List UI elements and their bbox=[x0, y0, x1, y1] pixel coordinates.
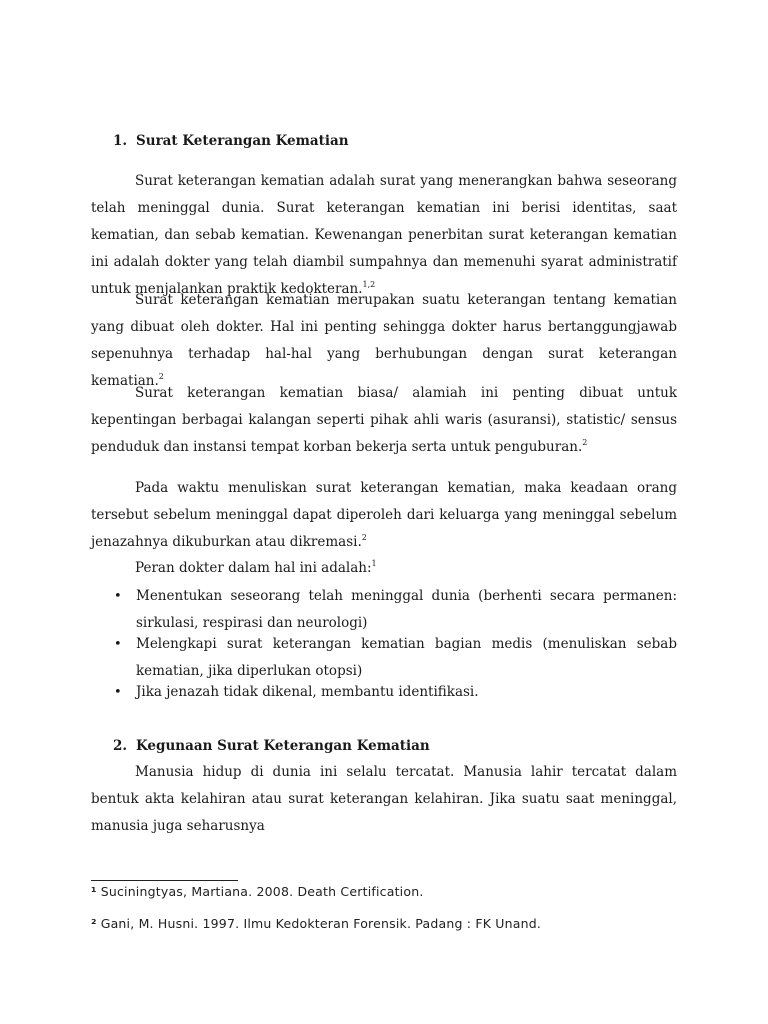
role-list bbox=[113, 583, 677, 700]
footnote-2 bbox=[91, 916, 541, 931]
citation-ref: 2 bbox=[361, 533, 367, 542]
footnote-1 bbox=[91, 884, 424, 899]
section-1-heading bbox=[113, 133, 349, 149]
section-2-paragraph-1: Manusia hidup di dunia ini selalu tercatat. Manusia lahir tercatat dalam bentuk akta kelahiran atau surat keterangan kelahiran. Jika suatu saat meninggal, manusia juga seharusnya bbox=[91, 764, 677, 834]
footnote-number: ¹ bbox=[91, 884, 97, 899]
section-1-paragraph-3: Surat keterangan kematian biasa/ alamiah ini penting dibuat untuk kepentingan berbagai kalangan seperti pihak ahli waris (asuransi), statistic/ sensus penduduk dan instansi tempat korban bekerja serta untuk penguburan.$^2$ bbox=[91, 385, 677, 455]
section-2-title: Kegunaan Surat Keterangan Kematian bbox=[136, 738, 430, 754]
footnote-separator bbox=[91, 880, 238, 881]
section-2-number: 2. bbox=[113, 738, 128, 754]
citation-ref: 2 bbox=[582, 438, 588, 447]
section-1-title: Surat Keterangan Kematian bbox=[136, 133, 349, 149]
citation-ref: 2 bbox=[158, 372, 164, 381]
role-intro: Peran dokter dalam hal ini adalah:$^1$ bbox=[135, 559, 377, 576]
section-2-heading bbox=[113, 738, 430, 754]
footnote-text: Gani, M. Husni. 1997. Ilmu Kedokteran Forensik. Padang : FK Unand. bbox=[100, 916, 542, 931]
footnote-number: ² bbox=[91, 916, 97, 931]
citation-ref: 1 bbox=[371, 559, 377, 568]
list-item: • Menentukan seseorang telah meninggal dunia (berhenti secara permanen: sirkulasi, respirasi dan neurologi) bbox=[113, 583, 677, 637]
section-1-number: 1. bbox=[113, 133, 128, 149]
section-1-paragraph-1: Surat keterangan kematian adalah surat yang menerangkan bahwa seseorang telah meninggal dunia. Surat keterangan kematian ini berisi identitas, saat kematian, dan sebab kematian. Kewenangan penerbitan surat keterangan kematian ini adalah dokter yang telah diambil sumpahnya dan memenuhi syarat administratif untuk menjalankan praktik kedokteran.$^{1,2}$ bbox=[91, 173, 677, 297]
section-1-paragraph-2: Surat keterangan kematian merupakan suatu keterangan tentang kematian yang dibuat oleh dokter. Hal ini penting sehingga dokter harus bertanggungjawab sepenuhnya terhadap hal-hal yang berhubungan dengan surat keterangan kematian.$^2$ bbox=[91, 292, 677, 389]
bullet-icon: • bbox=[114, 637, 122, 652]
list-item: • Melengkapi surat keterangan kematian bagian medis (menuliskan sebab kematian, jika diperlukan otopsi) bbox=[113, 631, 677, 685]
bullet-icon: • bbox=[114, 589, 122, 604]
citation-ref: 1,2 bbox=[362, 280, 376, 289]
section-1-paragraph-4: Pada waktu menuliskan surat keterangan kematian, maka keadaan orang tersebut sebelum meninggal dapat diperoleh dari keluarga yang meninggal sebelum jenazahnya dikuburkan atau dikremasi.$^2$ bbox=[91, 480, 677, 550]
footnote-text: Suciningtyas, Martiana. 2008. Death Certification. bbox=[100, 884, 424, 899]
bullet-icon: • bbox=[114, 685, 122, 700]
list-item: • Jika jenazah tidak dikenal, membantu identifikasi. bbox=[113, 679, 677, 706]
